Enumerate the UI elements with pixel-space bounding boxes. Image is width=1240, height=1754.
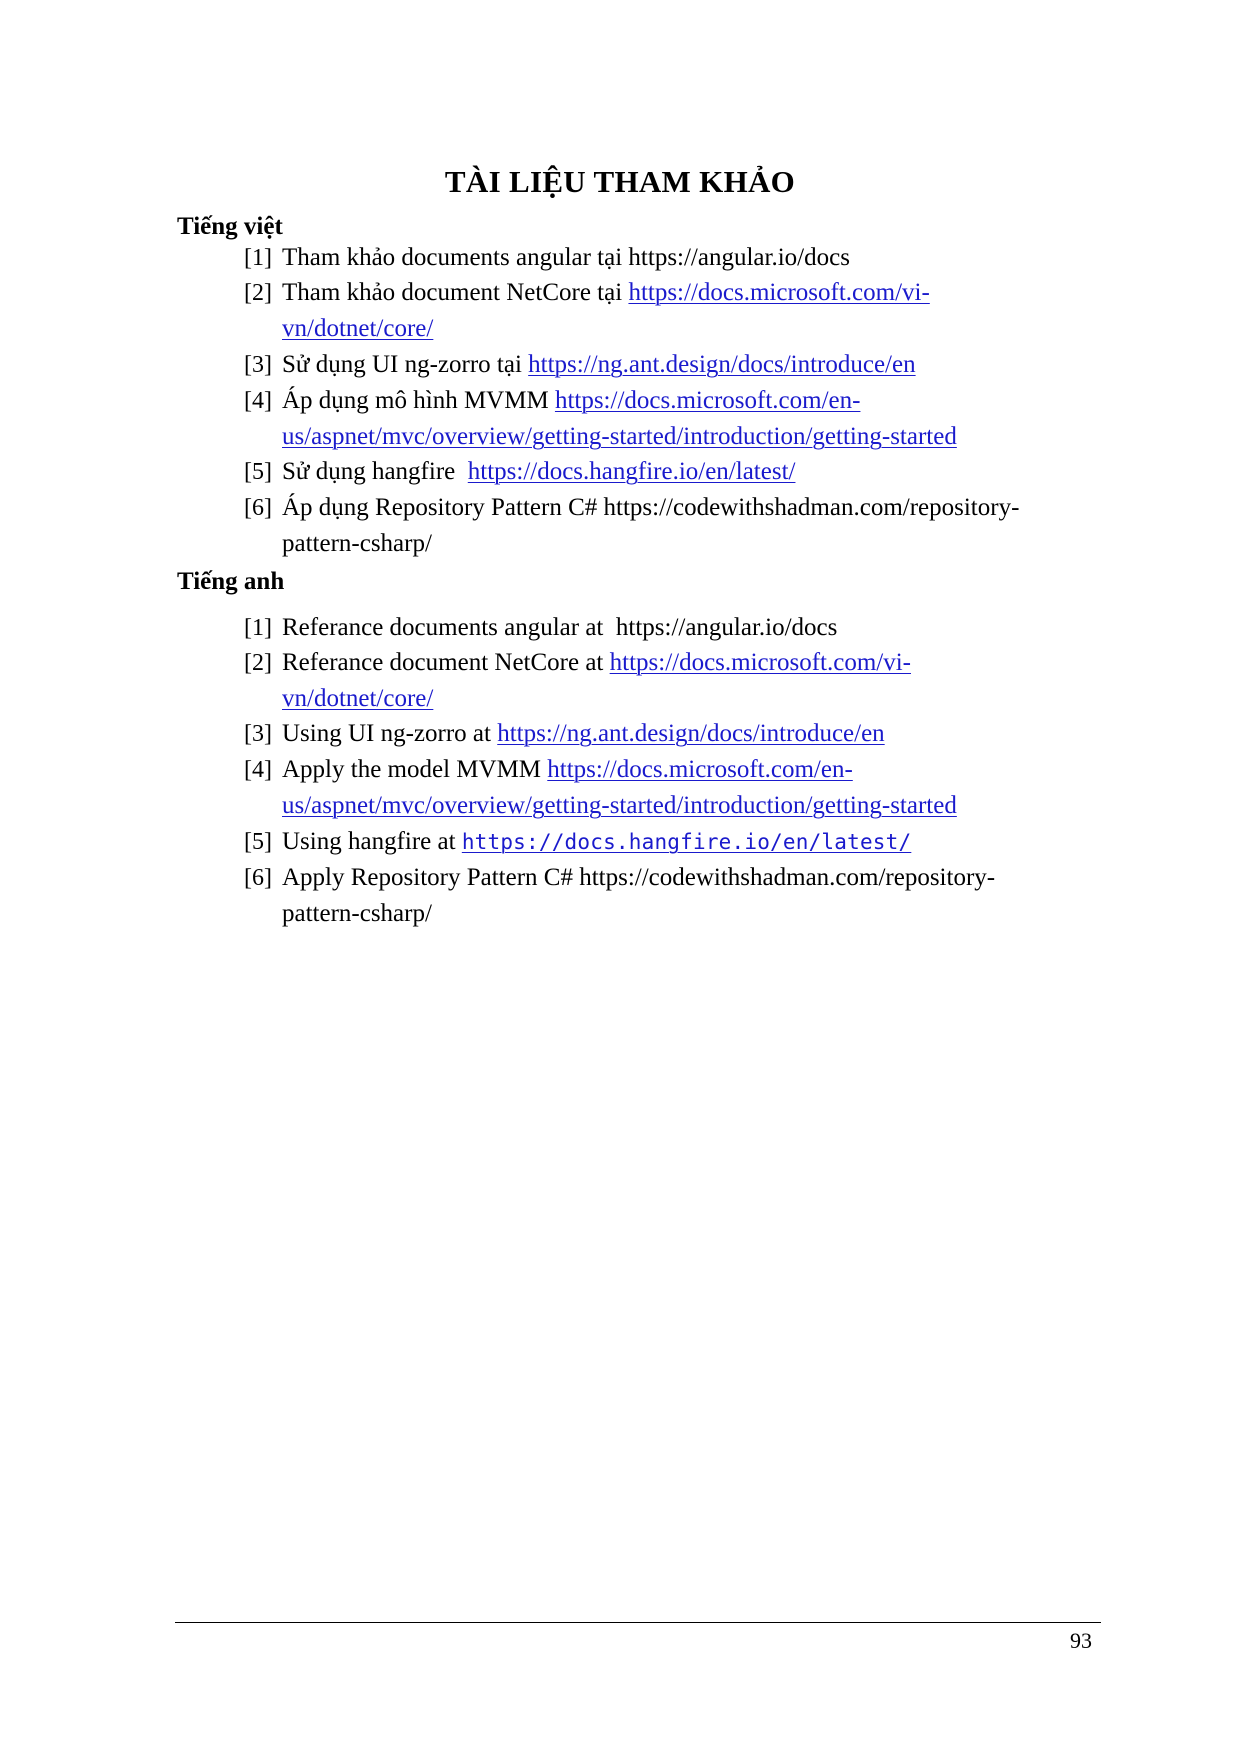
reference-item	[244, 824, 1124, 860]
reference-link-continuation[interactable]: us/aspnet/mvc/overview/getting-started/introduction/getting-started	[282, 792, 957, 819]
footer-divider	[175, 1622, 1101, 1623]
reference-link[interactable]: https://docs.microsoft.com/vi-	[628, 279, 930, 306]
reference-text: Using hangfire at	[282, 828, 462, 855]
reference-link-continuation[interactable]: us/aspnet/mvc/overview/getting-started/introduction/getting-started	[282, 423, 957, 450]
reference-number: [5]	[244, 459, 272, 485]
reference-text-continuation: pattern-csharp/	[282, 900, 432, 927]
reference-link[interactable]: https://docs.hangfire.io/en/latest/	[461, 830, 912, 854]
reference-text: Sử dụng UI ng-zorro tại	[282, 351, 529, 378]
reference-text: Referance documents angular at https://angular.io/docs	[282, 614, 838, 641]
reference-item	[244, 610, 1124, 646]
reference-item	[244, 383, 1124, 455]
reference-item	[244, 645, 1124, 717]
reference-text: Tham khảo document NetCore tại	[282, 279, 629, 306]
reference-link-continuation[interactable]: vn/dotnet/core/	[282, 685, 434, 712]
page-title: TÀI LIỆU THAM KHẢO	[444, 164, 796, 199]
reference-text: Tham khảo documents angular tại https://angular.io/docs	[282, 244, 850, 271]
reference-number: [2]	[244, 650, 272, 676]
reference-link[interactable]: https://docs.microsoft.com/en-	[554, 387, 861, 414]
page-number: 93	[1070, 1628, 1092, 1653]
reference-item	[244, 490, 1124, 562]
reference-link[interactable]: https://docs.hangfire.io/en/latest/	[467, 458, 796, 485]
reference-number: [3]	[244, 721, 272, 747]
reference-item	[244, 860, 1124, 932]
reference-text: Sử dụng hangfire	[282, 458, 468, 485]
reference-text: Referance document NetCore at	[282, 649, 610, 676]
reference-item	[244, 275, 1124, 347]
reference-link[interactable]: https://docs.microsoft.com/en-	[547, 756, 853, 783]
section-heading-english: Tiếng anh	[177, 568, 285, 595]
reference-text: Using UI ng-zorro at	[282, 720, 498, 747]
reference-item	[244, 716, 1124, 752]
reference-number: [2]	[244, 280, 272, 306]
section-heading-vietnamese: Tiếng việt	[177, 213, 283, 240]
reference-link[interactable]: https://ng.ant.design/docs/introduce/en	[528, 351, 916, 378]
reference-item	[244, 752, 1124, 824]
reference-number: [4]	[244, 388, 272, 414]
reference-number: [6]	[244, 495, 272, 521]
reference-item	[244, 240, 1124, 276]
reference-number: [5]	[244, 829, 272, 855]
reference-number: [6]	[244, 865, 272, 891]
reference-text: Áp dụng mô hình MVMM	[282, 387, 555, 414]
reference-number: [1]	[244, 615, 272, 641]
reference-number: [1]	[244, 245, 272, 271]
reference-text-continuation: pattern-csharp/	[282, 530, 432, 557]
reference-text: Apply Repository Pattern C# https://codewithshadman.com/repository-	[282, 864, 996, 891]
reference-text: Áp dụng Repository Pattern C# https://codewithshadman.com/repository-	[282, 494, 1020, 521]
reference-link[interactable]: https://ng.ant.design/docs/introduce/en	[497, 720, 885, 747]
reference-number: [4]	[244, 757, 272, 783]
reference-text: Apply the model MVMM	[282, 756, 548, 783]
reference-number: [3]	[244, 352, 272, 378]
reference-link[interactable]: https://docs.microsoft.com/vi-	[609, 649, 911, 676]
reference-item	[244, 347, 1124, 383]
reference-link-continuation[interactable]: vn/dotnet/core/	[282, 315, 434, 342]
reference-item	[244, 454, 1124, 490]
